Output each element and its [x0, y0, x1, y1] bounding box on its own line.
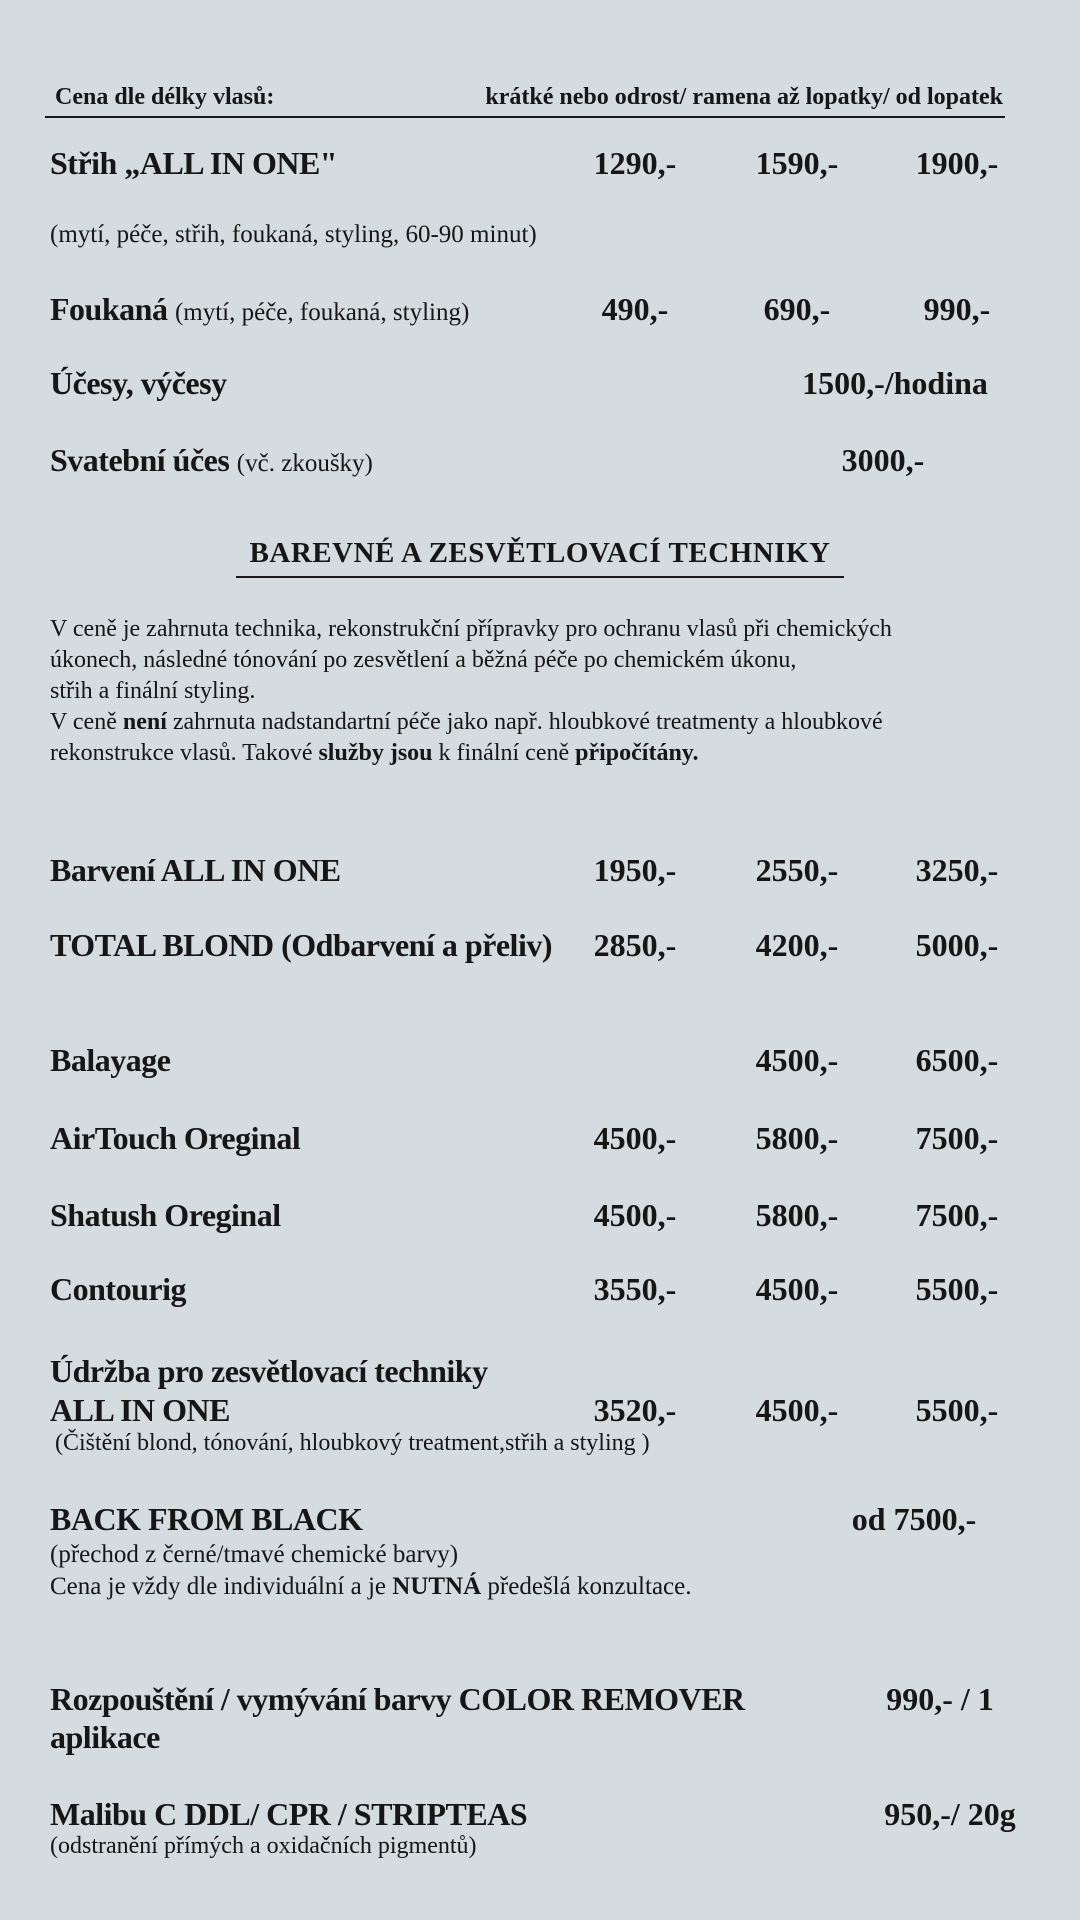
row-color-remover-line2 — [50, 1712, 1040, 1756]
price-back-from-black: od 7500,- — [851, 1501, 977, 1537]
price-contourig-col3: 5500,- — [915, 1271, 999, 1307]
intro-line-2: úkonech, následné tónování po zesvětlení a běžná péče po chemickém úkonu, — [50, 647, 797, 673]
row-udrzba-line2 — [50, 1385, 1040, 1429]
length-pricing-header — [45, 84, 1005, 118]
price-total-blond-col3: 5000,- — [915, 927, 999, 963]
service-label-strih: Střih „ALL IN ONE" — [50, 145, 338, 181]
length-header-right: krátké nebo odrost/ ramena až lopatky/ od lopatek — [485, 84, 1003, 110]
price-shatush-col3: 7500,- — [915, 1197, 999, 1233]
price-color-remover: 990,- / 1 — [886, 1681, 994, 1717]
price-airtouch-col1: 4500,- — [593, 1120, 677, 1156]
note-back-from-black-2: Cena je vždy dle individuální a je NUTNÁ předešlá konzultace. — [50, 1573, 692, 1600]
row-udrzba-line1 — [50, 1346, 1040, 1390]
color-section-heading-wrap — [0, 537, 1080, 578]
service-paren-foukana: (mytí, péče, foukaná, styling) — [174, 299, 470, 326]
service-label-udrzba: Údržba pro zesvětlovací techniky — [50, 1353, 488, 1389]
row-strih-all-in-one — [50, 138, 1040, 182]
price-barveni-col2: 2550,- — [755, 852, 839, 888]
price-foukana-col2: 690,- — [763, 291, 831, 327]
price-shatush-col2: 5800,- — [755, 1197, 839, 1233]
service-label-balayage: Balayage — [50, 1042, 171, 1078]
price-shatush-col1: 4500,- — [593, 1197, 677, 1233]
price-strih-col1: 1290,- — [593, 145, 677, 181]
price-strih-col2: 1590,- — [755, 145, 839, 181]
price-airtouch-col3: 7500,- — [915, 1120, 999, 1156]
row-foukana — [50, 284, 1040, 328]
service-label-barveni: Barvení ALL IN ONE — [50, 852, 341, 888]
row-contourig — [50, 1264, 1040, 1308]
price-total-blond-col1: 2850,- — [593, 927, 677, 963]
bold-pripocitany: připočítány. — [575, 740, 699, 766]
service-label-total-blond: TOTAL BLOND (Odbarvení a přeliv) — [50, 927, 552, 963]
price-balayage-col2: 4500,- — [755, 1042, 839, 1078]
price-malibu: 950,-/ 20g — [884, 1796, 1016, 1832]
price-ucesy: 1500,-/hodina — [802, 365, 988, 401]
service-label-airtouch: AirTouch Oreginal — [50, 1120, 301, 1156]
service-label-malibu: Malibu C DDL/ CPR / STRIPTEAS — [50, 1796, 528, 1832]
bold-neni: není — [122, 709, 167, 735]
color-section-heading: BAREVNÉ A ZESVĚTLOVACÍ TECHNIKY — [236, 537, 845, 578]
service-label-color-remover: Rozpouštění / vymývání barvy COLOR REMOVER — [50, 1681, 745, 1717]
row-back-from-black — [50, 1494, 1040, 1538]
intro-line-1: V ceně je zahrnuta technika, rekonstrukční přípravky pro ochranu vlasů při chemických — [50, 616, 892, 642]
length-header-left: Cena dle délky vlasů: — [55, 84, 275, 110]
service-label-svatebni: Svatební účes (vč. zkoušky) — [50, 442, 373, 478]
intro-line-3: střih a finální styling. — [50, 678, 256, 704]
price-airtouch-col2: 5800,- — [755, 1120, 839, 1156]
service-label-contourig: Contourig — [50, 1271, 186, 1307]
price-foukana-col1: 490,- — [601, 291, 669, 327]
note-udrzba: (Čištění blond, tónování, hloubkový treatment,střih a styling ) — [55, 1430, 650, 1456]
bold-nutna: NUTNÁ — [392, 1573, 482, 1600]
price-foukana-col3: 990,- — [923, 291, 991, 327]
price-barveni-col1: 1950,- — [593, 852, 677, 888]
intro-line-4: V ceně není zahrnuta nadstandartní péče jako např. hloubkové treatmenty a hloubkové — [50, 709, 883, 735]
row-balayage — [50, 1035, 1040, 1079]
row-airtouch — [50, 1113, 1040, 1157]
price-contourig-col1: 3550,- — [593, 1271, 677, 1307]
row-barveni — [50, 845, 1040, 889]
service-paren-svatebni: (vč. zkoušky) — [236, 450, 373, 477]
price-udrzba-col2: 4500,- — [755, 1392, 839, 1428]
service-label-udrzba-all-in-one: ALL IN ONE — [50, 1392, 230, 1428]
bold-sluzby-jsou: služby jsou — [318, 740, 433, 766]
service-label-shatush: Shatush Oreginal — [50, 1197, 281, 1233]
service-label-color-remover-line2: aplikace — [50, 1719, 160, 1755]
row-ucesy — [50, 358, 1040, 402]
price-contourig-col2: 4500,- — [755, 1271, 839, 1307]
price-svatebni: 3000,- — [841, 442, 925, 478]
note-strih: (mytí, péče, střih, foukaná, styling, 60-90 minut) — [50, 221, 537, 248]
row-total-blond — [50, 920, 1040, 964]
note-back-from-black-1: (přechod z černé/tmavé chemické barvy) — [50, 1541, 459, 1568]
price-barveni-col3: 3250,- — [915, 852, 999, 888]
row-shatush — [50, 1190, 1040, 1234]
color-section-intro — [50, 614, 1040, 769]
service-label-foukana: Foukaná (mytí, péče, foukaná, styling) — [50, 291, 470, 327]
price-strih-col3: 1900,- — [915, 145, 999, 181]
service-label-back-from-black: BACK FROM BLACK — [50, 1501, 363, 1537]
price-udrzba-col1: 3520,- — [593, 1392, 677, 1428]
price-balayage-col3: 6500,- — [915, 1042, 999, 1078]
service-label-ucesy: Účesy, výčesy — [50, 365, 227, 401]
price-total-blond-col2: 4200,- — [755, 927, 839, 963]
row-svatebni — [50, 435, 1040, 479]
note-malibu: (odstranění přímých a oxidačních pigmentů) — [50, 1833, 477, 1859]
price-udrzba-col3: 5500,- — [915, 1392, 999, 1428]
intro-line-5: rekonstrukce vlasů. Takové služby jsou k finální ceně připočítány. — [50, 740, 699, 766]
row-malibu — [50, 1789, 1040, 1833]
